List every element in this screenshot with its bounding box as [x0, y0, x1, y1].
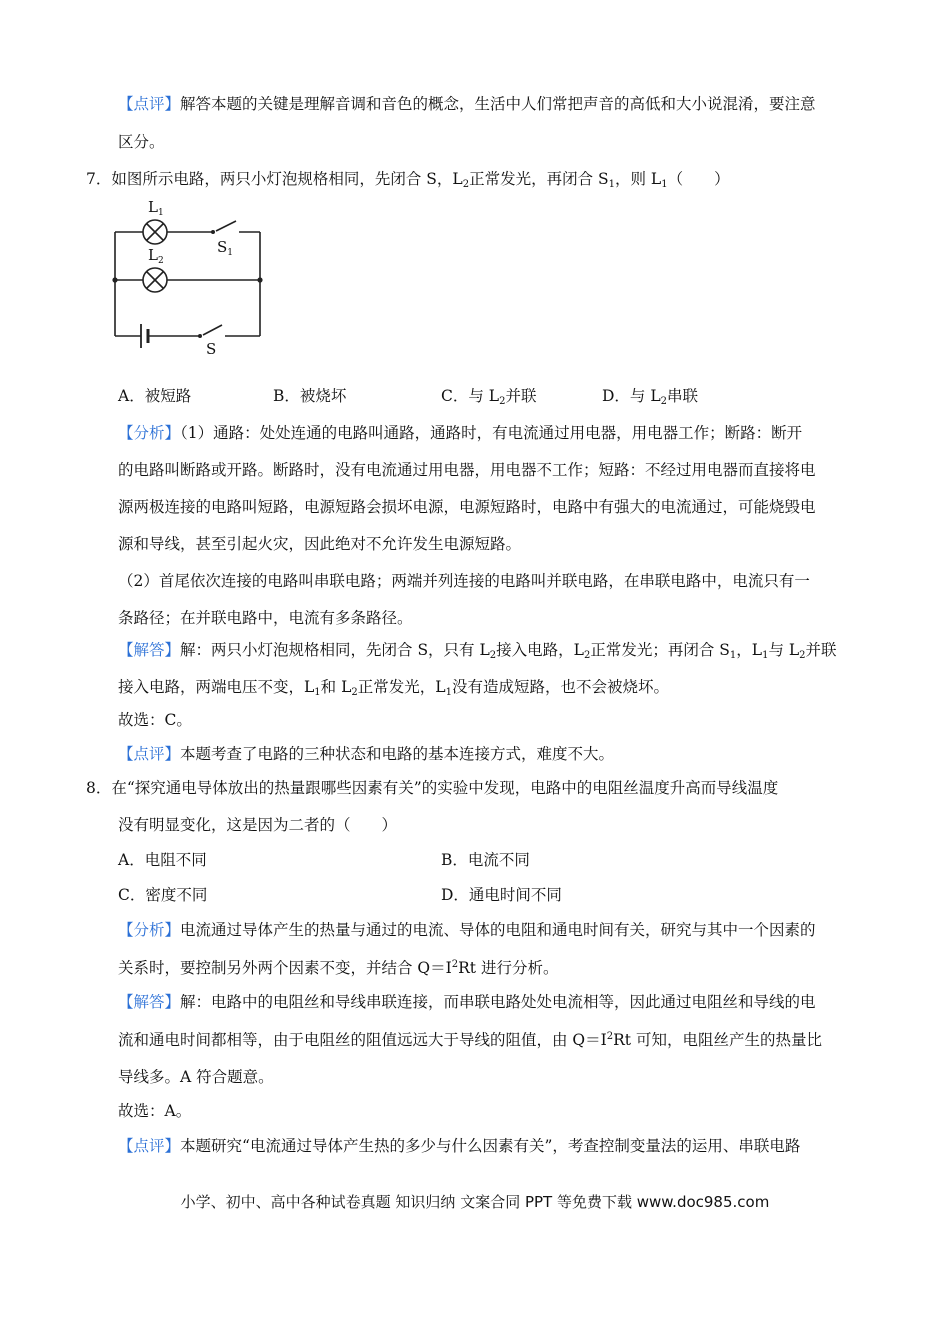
q8-comment: 【点评】本题研究“电流通过导体产生热的多少与什么因素有关”，考查控制变量法的运用、串联电路 [118, 1137, 801, 1155]
q7-answer-line1: 【解答】解：两只小灯泡规格相同，先闭合 S，只有 $L_2$接入电路，$L_2$正常发光；再闭合 $S_1$，$L_1$与 $L_2$并联 [118, 641, 837, 661]
label-s1: $S_1$ [217, 238, 234, 258]
q7-analysis-line2: 的电路叫断路或开路。断路时，没有电流通过用电器，用电器不工作；短路：不经过用电器而直接将电 [118, 461, 816, 479]
q8-stem-line1: 8．在“探究通电导体放出的热量跟哪些因素有关”的实验中发现，电路中的电阻丝温度升高而导线温度 [86, 779, 779, 797]
q8-answer-line2: 流和通电时间都相等，由于电阻丝的阻值远远大于导线的阻值，由 $Q=I^2Rt$ 可知，电阻丝产生的热量比 [118, 1031, 822, 1049]
q8-stem-line2: 没有明显变化，这是因为二者的（ ） [118, 816, 398, 834]
label-l2: $L_2$ [148, 246, 164, 266]
q8-answer-line3: 导线多。A 符合题意。 [118, 1068, 274, 1086]
q7-comment: 【点评】本题考查了电路的三种状态和电路的基本连接方式，难度不大。 [118, 745, 615, 763]
q8-answer-line1: 【解答】解：电路中的电阻丝和导线串联连接，而串联电路处处电流相等，因此通过电阻丝和导线的电 [118, 993, 816, 1011]
circuit-diagram [105, 190, 275, 360]
q7-option-b: B．被烧坏 [273, 387, 347, 405]
q7-analysis-line5: （2）首尾依次连接的电路叫串联电路；两端并列连接的电路叫并联电路，在串联电路中，电流只有一 [118, 572, 810, 590]
q7-answer-line2: 接入电路，两端电压不变，$L_1$和 $L_2$正常发光，$L_1$没有造成短路，也不会被烧坏。 [118, 678, 669, 698]
q7-analysis-line1: 【分析】（1）通路：处处连通的电路叫通路，通路时，有电流通过用电器，用电器工作；断路：断开 [118, 424, 803, 442]
switch-s-icon [203, 325, 222, 335]
q7-choice: 故选：C。 [118, 711, 192, 729]
q8-option-a: A．电阻不同 [118, 851, 207, 869]
page-footer: 小学、初中、高中各种试卷真题 知识归纳 文案合同 PPT 等免费下载 www.doc985.com [180, 1193, 770, 1211]
q7-stem: 7．如图所示电路，两只小灯泡规格相同，先闭合 S，$L_2$正常发光，再闭合 $S_1$，则 $L_1$（ ） [86, 170, 730, 190]
q8-analysis-line1: 【分析】电流通过导体产生的热量与通过的电流、导体的电阻和通电时间有关，研究与其中一个因素的 [118, 921, 816, 939]
switch-s1-icon [216, 221, 236, 231]
q7-option-c: C．与 $L_2$并联 [441, 387, 537, 407]
prev-comment-line1: 【点评】解答本题的关键是理解音调和音色的概念，生活中人们常把声音的高低和大小说混淆，要注意 [118, 95, 816, 113]
label-l1: $L_1$ [148, 198, 164, 218]
q7-analysis-line3: 源两极连接的电路叫短路，电源短路会损坏电源，电源短路时，电路中有强大的电流通过，可能烧毁电 [118, 498, 816, 516]
q8-option-c: C．密度不同 [118, 886, 208, 904]
q8-option-d: D．通电时间不同 [441, 886, 562, 904]
label-s: S [206, 340, 217, 358]
comment-tag: 【点评】 [118, 95, 181, 113]
prev-comment-line2: 区分。 [118, 133, 165, 151]
q8-option-b: B．电流不同 [441, 851, 530, 869]
q7-analysis-line6: 条路径；在并联电路中，电流有多条路径。 [118, 609, 413, 627]
q7-option-d: D．与 $L_2$串联 [602, 387, 699, 407]
q7-analysis-line4: 源和导线，甚至引起火灾，因此绝对不允许发生电源短路。 [118, 535, 522, 553]
q7-option-a: A．被短路 [118, 387, 192, 405]
q8-choice: 故选：A。 [118, 1102, 192, 1120]
q8-analysis-line2: 关系时，要控制另外两个因素不变，并结合 $Q=I^2Rt$ 进行分析。 [118, 959, 559, 977]
